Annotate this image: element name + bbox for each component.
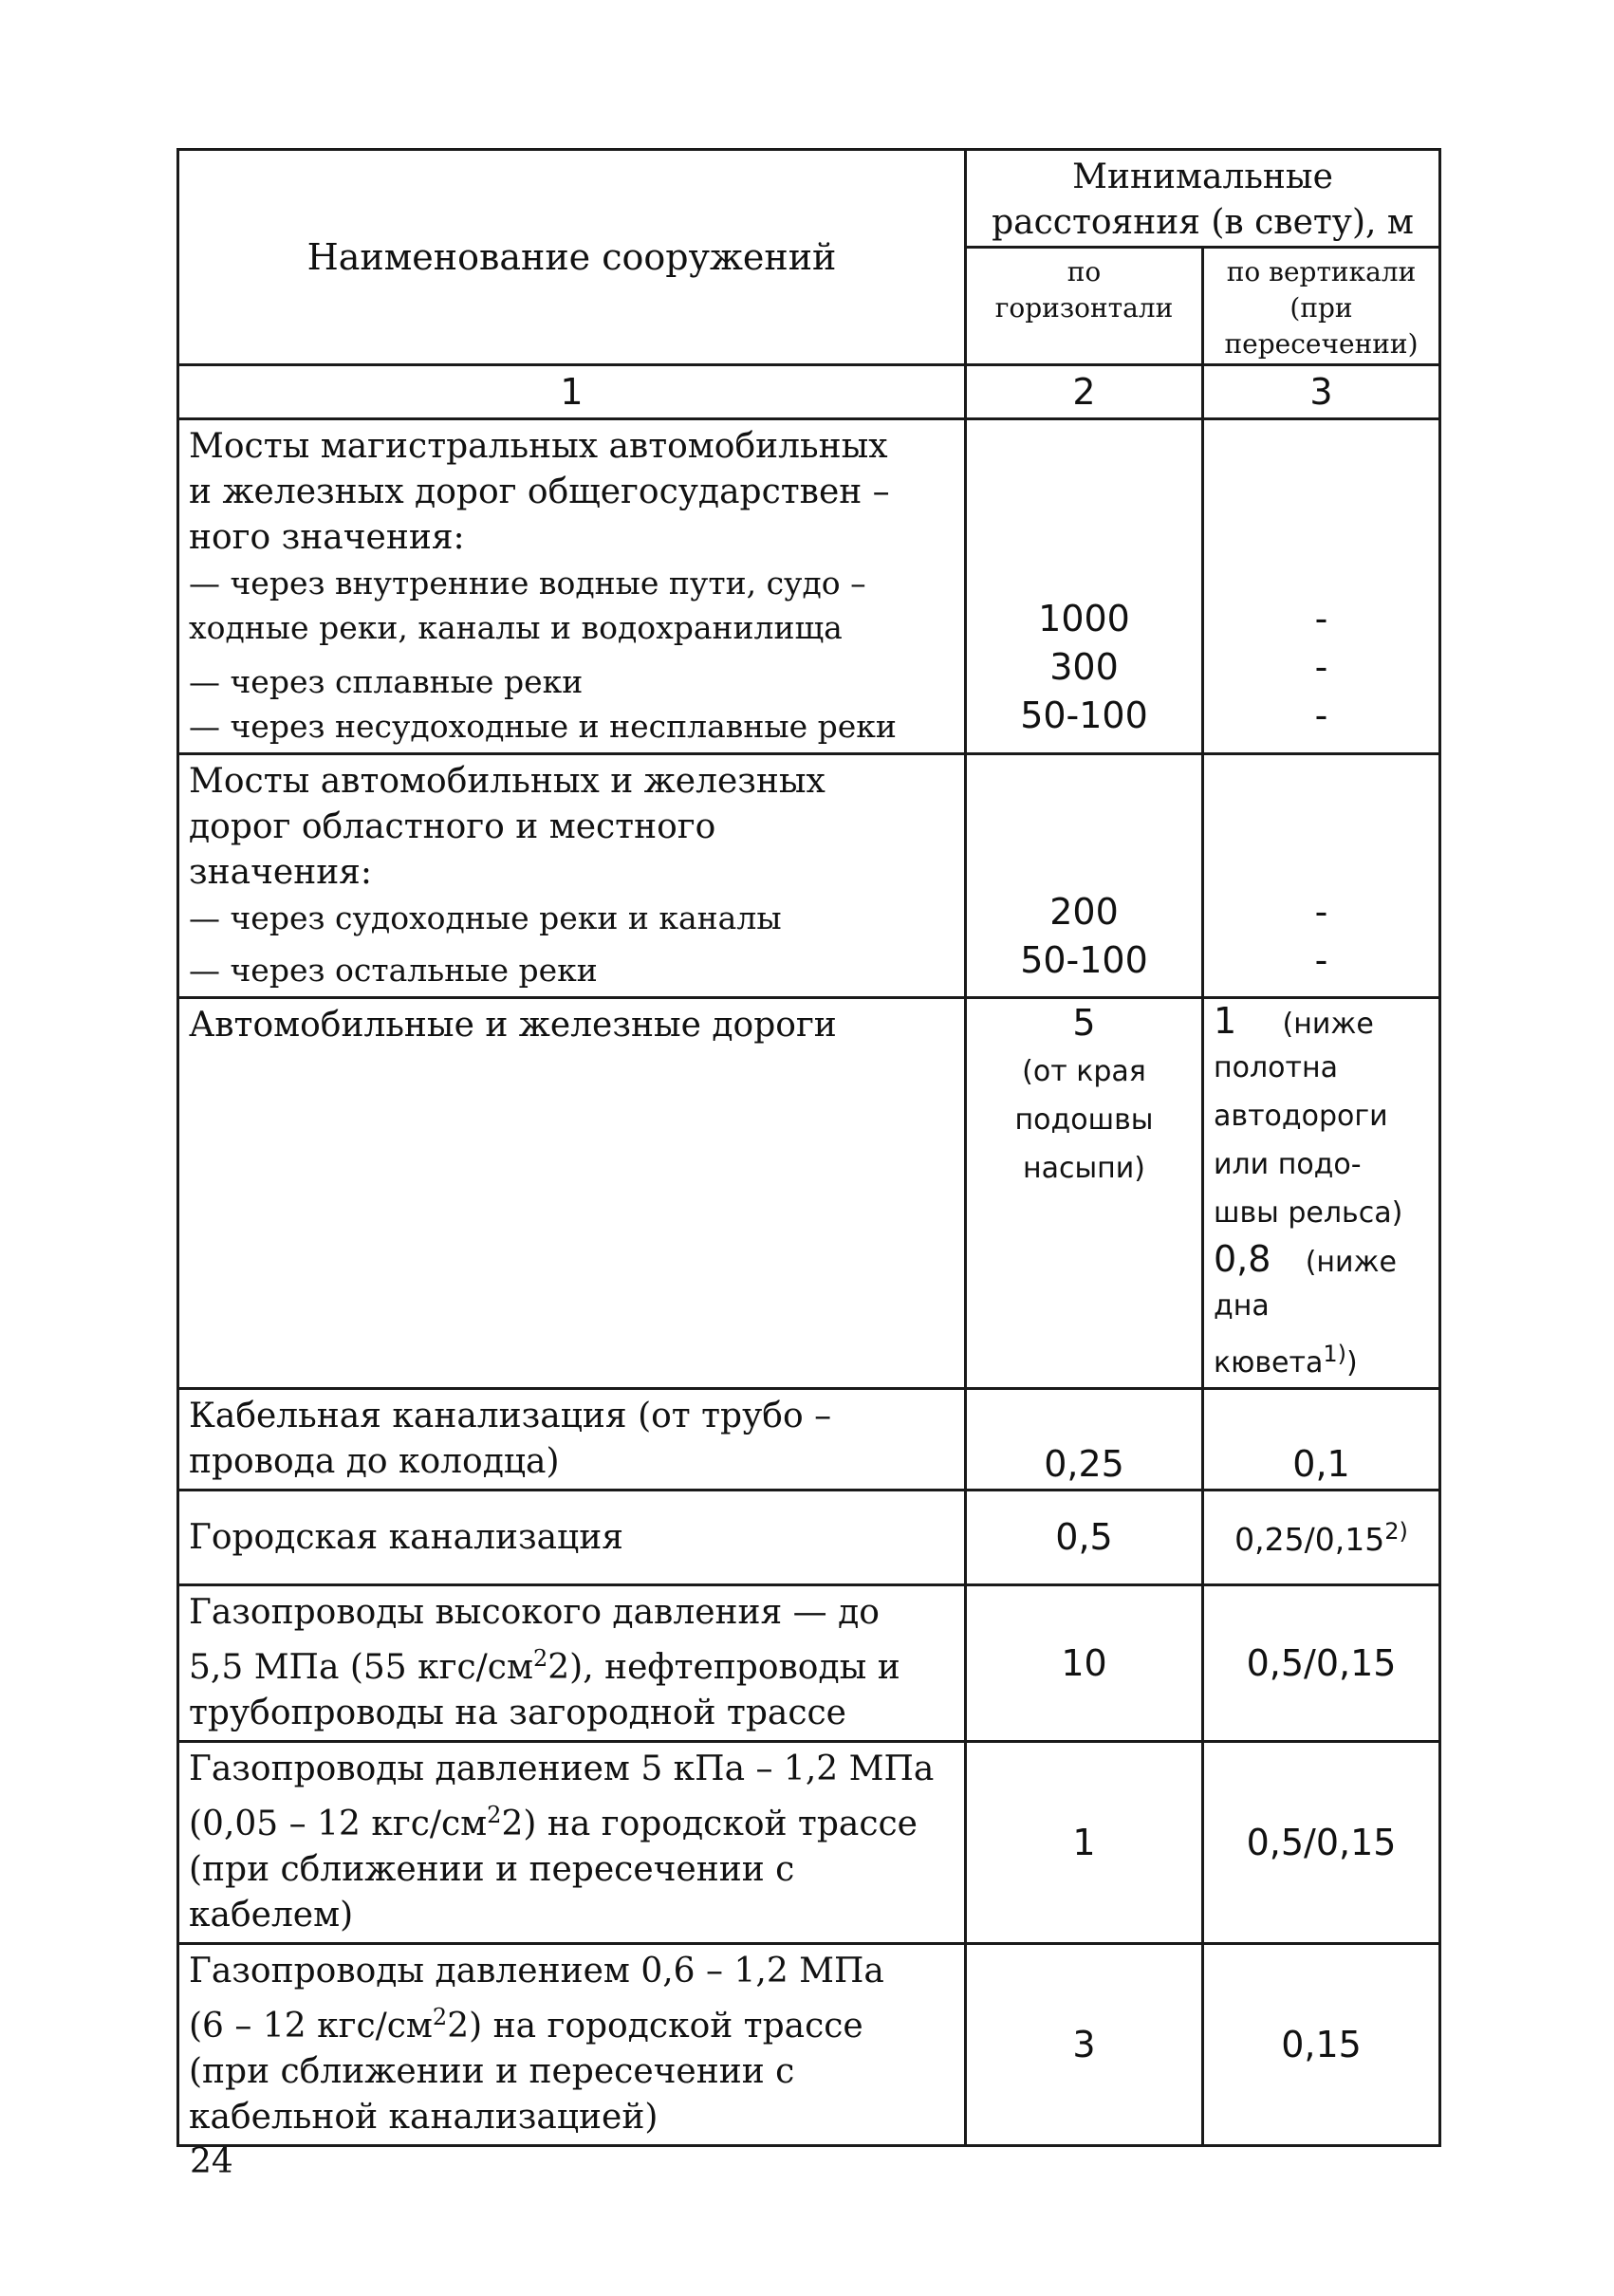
row-item-line: — через остальные реки — [189, 952, 598, 989]
row-item-line: — через несудоходные и несплавные реки — [189, 708, 897, 745]
row-title-line: ного значения: — [189, 518, 465, 557]
table-row — [178, 1389, 1440, 1491]
row-vertical-values — [1203, 419, 1440, 754]
row-title-line: и железных дорог общегосударствен – — [189, 472, 890, 511]
value-vertical: 0,1 — [1292, 1443, 1350, 1485]
header-horizontal-line1: по — [1067, 256, 1102, 287]
row-item-line: ходные реки, каналы и водохранилища — [189, 609, 843, 646]
header-vertical-line3: пересечении) — [1224, 328, 1419, 360]
row-title-line: Мосты автомобильных и железных — [189, 762, 826, 801]
value-vertical: 0,15 — [1281, 2023, 1362, 2065]
column-number-3: 3 — [1203, 365, 1440, 419]
row-name-gas-city-cable — [178, 1742, 966, 1944]
row-name-line: кабелем) — [189, 1896, 354, 1935]
row-horizontal-values — [966, 1491, 1203, 1585]
header-group-line1: Минимальные — [1072, 157, 1333, 196]
header-group-line2: расстояния (в свету), м — [992, 203, 1414, 242]
header-horizontal — [966, 248, 1203, 365]
row-name-line: Газопроводы высокого давления — до — [189, 1593, 880, 1632]
row-horizontal-values — [966, 998, 1203, 1389]
row-name-roads — [178, 998, 966, 1389]
table-row — [178, 754, 1440, 998]
value-note: насыпи) — [1023, 1152, 1145, 1185]
value-vertical: 0,8 — [1214, 1238, 1271, 1280]
footnote-ref: 1) — [1323, 1341, 1347, 1367]
value-horizontal: 0,5 — [1055, 1516, 1113, 1558]
row-name-text: Автомобильные и железные дороги — [189, 1006, 837, 1045]
value-vertical: 0,5/0,15 — [1246, 1821, 1397, 1863]
value-horizontal: 10 — [1061, 1641, 1107, 1684]
row-name-high-pressure-gas — [178, 1585, 966, 1742]
row-item-line: — через внутренние водные пути, судо – — [189, 565, 866, 602]
value-note: (ниже — [1305, 1246, 1397, 1279]
superscript: 2 — [432, 2004, 448, 2030]
value-note: (ниже — [1282, 1008, 1374, 1041]
row-name-line: кабельной канализацией) — [189, 2098, 659, 2137]
header-vertical-line2: (при — [1289, 292, 1353, 324]
value-note: (от края — [1022, 1055, 1146, 1088]
row-horizontal-values — [966, 1944, 1203, 2146]
value-horizontal: 3 — [1072, 2023, 1096, 2065]
value-horizontal: 1 — [1072, 1821, 1096, 1863]
value-horizontal: 300 — [1049, 646, 1119, 688]
column-number-2: 2 — [966, 365, 1203, 419]
value-vertical: - — [1314, 646, 1328, 688]
row-vertical-values — [1203, 998, 1440, 1389]
row-vertical-values — [1203, 1389, 1440, 1491]
value-vertical: 0,5/0,15 — [1246, 1641, 1397, 1684]
row-horizontal-values — [966, 1389, 1203, 1491]
footnote-ref: 2) — [1384, 1517, 1408, 1545]
table-row — [178, 1491, 1440, 1585]
header-min-distances — [966, 150, 1440, 248]
value-horizontal: 50-100 — [1020, 694, 1148, 736]
row-name-line-with-sup — [189, 1636, 951, 1691]
table-row — [178, 998, 1440, 1389]
row-name-line: провода до колодца) — [189, 1442, 560, 1481]
row-horizontal-values — [966, 1585, 1203, 1742]
value-vertical: - — [1314, 598, 1328, 639]
value-note-footnote — [1214, 1330, 1438, 1387]
superscript: 2 — [487, 1802, 502, 1828]
table-row — [178, 419, 1440, 754]
row-name-cable-duct — [178, 1389, 966, 1491]
value-note: подошвы — [1014, 1103, 1154, 1137]
row-vertical-values — [1203, 1944, 1440, 2146]
row-name-regional-bridges — [178, 754, 966, 998]
row-name-city-sewer — [178, 1491, 966, 1585]
row-name-gas-city-duct — [178, 1944, 966, 2146]
value-note: дна — [1214, 1289, 1270, 1323]
value-vertical: 1 — [1214, 1000, 1237, 1042]
row-horizontal-values — [966, 754, 1203, 998]
value-horizontal: 0,25 — [1044, 1443, 1124, 1485]
row-title-line: Мосты магистральных автомобильных — [189, 427, 888, 466]
row-horizontal-values — [966, 1742, 1203, 1944]
superscript: 2 — [532, 1645, 548, 1672]
row-horizontal-values — [966, 419, 1203, 754]
value-note: швы рельса) — [1214, 1196, 1403, 1230]
value-vertical: 0,25/0,15 — [1234, 1520, 1385, 1558]
row-vertical-values — [1203, 1742, 1440, 1944]
row-name-part: 2) на городской трассе — [501, 1805, 918, 1843]
row-item-line: — через судоходные реки и каналы — [189, 899, 782, 936]
value-horizontal: 5 — [1072, 1002, 1096, 1044]
column-numbers-row — [178, 365, 1440, 419]
row-name-line: Городская канализация — [189, 1517, 623, 1557]
row-name-line: (при сближении и пересечении с — [189, 2052, 795, 2091]
row-name-part: (0,05 – 12 кгс/см — [189, 1805, 488, 1843]
row-name-line-with-sup — [189, 1994, 951, 2049]
row-name-line: трубопроводы на загородной трассе — [189, 1694, 846, 1732]
row-name-national-bridges — [178, 419, 966, 754]
header-vertical-line1: по вертикали — [1226, 256, 1417, 287]
value-note: или подо- — [1214, 1148, 1362, 1181]
header-row-top — [178, 150, 1440, 248]
distance-table — [176, 148, 1441, 2147]
table-row — [178, 1944, 1440, 2146]
row-name-line: Кабельная канализация (от трубо – — [189, 1397, 832, 1435]
header-horizontal-line2: горизонтали — [994, 292, 1174, 324]
value-note: автодороги — [1214, 1100, 1388, 1133]
value-note: полотна — [1214, 1051, 1338, 1084]
value-note-close: ) — [1346, 1346, 1358, 1379]
row-name-line-with-sup — [189, 1792, 951, 1847]
value-vertical: - — [1314, 694, 1328, 736]
row-name-part: 2), нефтепроводы и — [547, 1648, 900, 1687]
row-item-line: — через сплавные реки — [189, 663, 584, 700]
header-name-column: Наименование сооружений — [178, 150, 966, 365]
row-name-line: Газопроводы давлением 5 кПа – 1,2 МПа — [189, 1750, 935, 1788]
row-name-part: (6 – 12 кгс/см — [189, 2007, 433, 2046]
value-note: кювета — [1214, 1346, 1324, 1379]
page-number: 24 — [190, 2142, 233, 2181]
row-vertical-values — [1203, 754, 1440, 998]
table-row — [178, 1585, 1440, 1742]
column-number-1: 1 — [178, 365, 966, 419]
value-horizontal: 50-100 — [1020, 939, 1148, 981]
value-horizontal: 200 — [1049, 891, 1119, 933]
row-vertical-values — [1203, 1585, 1440, 1742]
value-horizontal: 1000 — [1038, 598, 1130, 639]
row-name-line: Газопроводы давлением 0,6 – 1,2 МПа — [189, 1952, 884, 1990]
row-name-part: 2) на городской трассе — [447, 2007, 863, 2046]
header-vertical — [1203, 248, 1440, 365]
row-title-line: значения: — [189, 853, 373, 892]
row-vertical-values — [1203, 1491, 1440, 1585]
table-row — [178, 1742, 1440, 1944]
value-vertical: - — [1314, 939, 1328, 981]
row-name-part: 5,5 МПа (55 кгс/см — [189, 1648, 533, 1687]
row-name-line: (при сближении и пересечении с — [189, 1850, 795, 1889]
row-title-line: дорог областного и местного — [189, 807, 716, 846]
value-vertical: - — [1314, 891, 1328, 933]
